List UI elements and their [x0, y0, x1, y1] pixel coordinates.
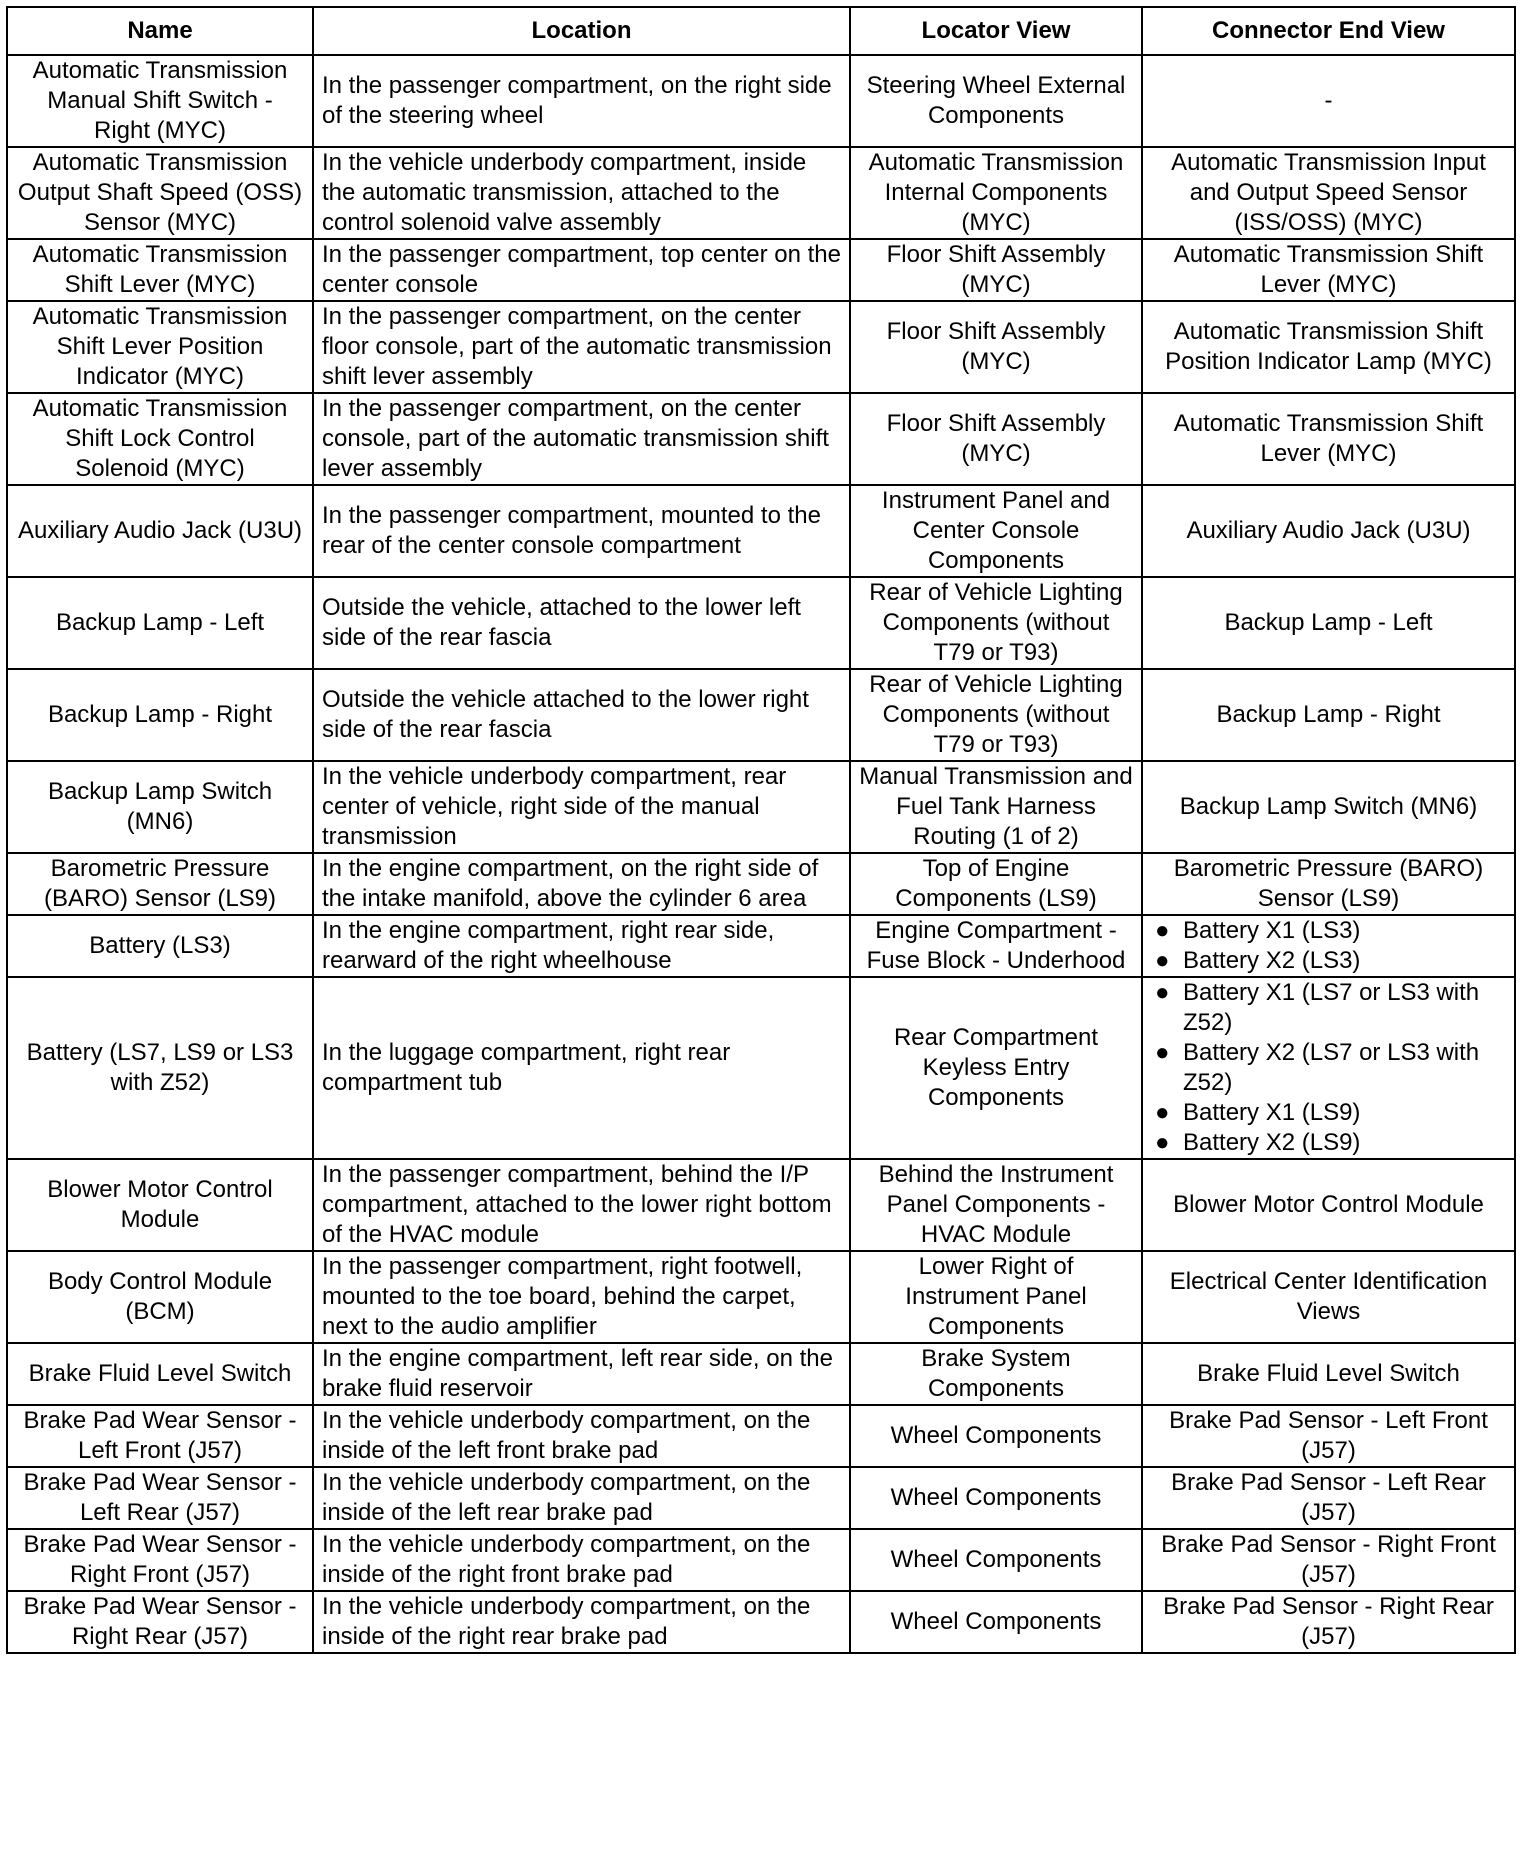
name-cell: Blower Motor Control Module — [7, 1159, 313, 1251]
table-row — [7, 1343, 1515, 1405]
location-cell: In the passenger compartment, right footwell, mounted to the toe board, behind the carpet, next to the audio amplifier — [313, 1251, 850, 1343]
connector-end-view-cell: - — [1142, 55, 1515, 147]
locator-view-cell: Wheel Components — [850, 1591, 1142, 1653]
location-cell: Outside the vehicle attached to the lower right side of the rear fascia — [313, 669, 850, 761]
table-row — [7, 977, 1515, 1159]
location-cell: In the passenger compartment, mounted to the rear of the center console compartment — [313, 485, 850, 577]
name-cell: Automatic Transmission Manual Shift Switch - Right (MYC) — [7, 55, 313, 147]
location-cell: In the vehicle underbody compartment, on the inside of the right front brake pad — [313, 1529, 850, 1591]
table-row — [7, 301, 1515, 393]
table-row — [7, 393, 1515, 485]
name-cell: Brake Pad Wear Sensor - Left Rear (J57) — [7, 1467, 313, 1529]
table-row — [7, 1159, 1515, 1251]
connector-list-item: ● Battery X1 (LS3) — [1151, 916, 1506, 946]
connector-end-view-cell: Electrical Center Identification Views — [1142, 1251, 1515, 1343]
name-cell: Barometric Pressure (BARO) Sensor (LS9) — [7, 853, 313, 915]
table-row — [7, 55, 1515, 147]
location-cell: In the passenger compartment, on the center console, part of the automatic transmission shift lever assembly — [313, 393, 850, 485]
connector-end-view-cell: Backup Lamp Switch (MN6) — [1142, 761, 1515, 853]
locator-view-cell: Manual Transmission and Fuel Tank Harness Routing (1 of 2) — [850, 761, 1142, 853]
table-row — [7, 1529, 1515, 1591]
connector-list — [1151, 916, 1506, 976]
header-name: Name — [7, 7, 313, 55]
table-row — [7, 1467, 1515, 1529]
locator-view-cell: Rear of Vehicle Lighting Components (without T79 or T93) — [850, 577, 1142, 669]
connector-list-item: ● Battery X2 (LS9) — [1151, 1128, 1506, 1158]
connector-end-view-cell: Brake Pad Sensor - Left Rear (J57) — [1142, 1467, 1515, 1529]
location-cell: In the luggage compartment, right rear compartment tub — [313, 977, 850, 1159]
table-row — [7, 1251, 1515, 1343]
locator-view-cell: Automatic Transmission Internal Components (MYC) — [850, 147, 1142, 239]
header-location: Location — [313, 7, 850, 55]
locator-view-cell: Floor Shift Assembly (MYC) — [850, 239, 1142, 301]
connector-end-view-cell — [1142, 977, 1515, 1159]
connector-end-view-cell: Backup Lamp - Right — [1142, 669, 1515, 761]
table-row — [7, 761, 1515, 853]
table-row — [7, 147, 1515, 239]
connector-end-view-cell: Automatic Transmission Shift Position Indicator Lamp (MYC) — [1142, 301, 1515, 393]
locator-view-cell: Behind the Instrument Panel Components - HVAC Module — [850, 1159, 1142, 1251]
table-body — [7, 55, 1515, 1653]
locator-view-cell: Rear of Vehicle Lighting Components (without T79 or T93) — [850, 669, 1142, 761]
locator-view-cell: Instrument Panel and Center Console Components — [850, 485, 1142, 577]
location-cell: In the passenger compartment, behind the I/P compartment, attached to the lower right bottom of the HVAC module — [313, 1159, 850, 1251]
name-cell: Battery (LS7, LS9 or LS3 with Z52) — [7, 977, 313, 1159]
table-row — [7, 1591, 1515, 1653]
name-cell: Battery (LS3) — [7, 915, 313, 977]
connector-end-view-cell: Brake Pad Sensor - Right Front (J57) — [1142, 1529, 1515, 1591]
connector-end-view-cell: Automatic Transmission Shift Lever (MYC) — [1142, 393, 1515, 485]
name-cell: Brake Pad Wear Sensor - Right Front (J57) — [7, 1529, 313, 1591]
location-cell: In the engine compartment, left rear side, on the brake fluid reservoir — [313, 1343, 850, 1405]
locator-view-cell: Floor Shift Assembly (MYC) — [850, 393, 1142, 485]
locator-view-cell: Wheel Components — [850, 1405, 1142, 1467]
name-cell: Brake Pad Wear Sensor - Right Rear (J57) — [7, 1591, 313, 1653]
location-cell: In the engine compartment, on the right side of the intake manifold, above the cylinder 6 area — [313, 853, 850, 915]
name-cell: Automatic Transmission Shift Lever (MYC) — [7, 239, 313, 301]
connector-end-view-cell: Auxiliary Audio Jack (U3U) — [1142, 485, 1515, 577]
connector-list-item: ● Battery X2 (LS7 or LS3 with Z52) — [1151, 1038, 1506, 1098]
locator-view-cell: Top of Engine Components (LS9) — [850, 853, 1142, 915]
location-cell: In the passenger compartment, on the center floor console, part of the automatic transmission shift lever assembly — [313, 301, 850, 393]
location-cell: In the vehicle underbody compartment, rear center of vehicle, right side of the manual transmission — [313, 761, 850, 853]
name-cell: Backup Lamp Switch (MN6) — [7, 761, 313, 853]
connector-end-view-cell: Blower Motor Control Module — [1142, 1159, 1515, 1251]
table-row — [7, 239, 1515, 301]
table-row — [7, 853, 1515, 915]
location-cell: In the engine compartment, right rear side, rearward of the right wheelhouse — [313, 915, 850, 977]
name-cell: Brake Pad Wear Sensor - Left Front (J57) — [7, 1405, 313, 1467]
header-row — [7, 7, 1515, 55]
locator-view-cell: Engine Compartment - Fuse Block - Underhood — [850, 915, 1142, 977]
name-cell: Automatic Transmission Shift Lock Control Solenoid (MYC) — [7, 393, 313, 485]
locator-view-cell: Floor Shift Assembly (MYC) — [850, 301, 1142, 393]
name-cell: Automatic Transmission Output Shaft Speed (OSS) Sensor (MYC) — [7, 147, 313, 239]
header-connector-end-view: Connector End View — [1142, 7, 1515, 55]
table-row — [7, 669, 1515, 761]
location-cell: In the vehicle underbody compartment, on the inside of the left rear brake pad — [313, 1467, 850, 1529]
connector-end-view-cell: Barometric Pressure (BARO) Sensor (LS9) — [1142, 853, 1515, 915]
connector-end-view-cell: Automatic Transmission Input and Output Speed Sensor (ISS/OSS) (MYC) — [1142, 147, 1515, 239]
location-cell: In the vehicle underbody compartment, on the inside of the left front brake pad — [313, 1405, 850, 1467]
locator-view-cell: Lower Right of Instrument Panel Components — [850, 1251, 1142, 1343]
location-cell: In the passenger compartment, on the right side of the steering wheel — [313, 55, 850, 147]
name-cell: Automatic Transmission Shift Lever Position Indicator (MYC) — [7, 301, 313, 393]
location-cell: Outside the vehicle, attached to the lower left side of the rear fascia — [313, 577, 850, 669]
locator-view-cell: Steering Wheel External Components — [850, 55, 1142, 147]
connector-end-view-cell: Backup Lamp - Left — [1142, 577, 1515, 669]
location-cell: In the vehicle underbody compartment, inside the automatic transmission, attached to the control solenoid valve assembly — [313, 147, 850, 239]
name-cell: Backup Lamp - Right — [7, 669, 313, 761]
name-cell: Auxiliary Audio Jack (U3U) — [7, 485, 313, 577]
connector-list-item: ● Battery X1 (LS7 or LS3 with Z52) — [1151, 978, 1506, 1038]
name-cell: Brake Fluid Level Switch — [7, 1343, 313, 1405]
connector-end-view-cell — [1142, 915, 1515, 977]
table-row — [7, 1405, 1515, 1467]
connector-end-view-cell: Automatic Transmission Shift Lever (MYC) — [1142, 239, 1515, 301]
table-row — [7, 577, 1515, 669]
connector-end-view-cell: Brake Fluid Level Switch — [1142, 1343, 1515, 1405]
connector-list-item: ● Battery X2 (LS3) — [1151, 946, 1506, 976]
connector-list-item: ● Battery X1 (LS9) — [1151, 1098, 1506, 1128]
name-cell: Body Control Module (BCM) — [7, 1251, 313, 1343]
component-locator-table — [6, 6, 1516, 1654]
connector-end-view-cell: Brake Pad Sensor - Right Rear (J57) — [1142, 1591, 1515, 1653]
locator-view-cell: Brake System Components — [850, 1343, 1142, 1405]
header-locator-view: Locator View — [850, 7, 1142, 55]
locator-view-cell: Rear Compartment Keyless Entry Components — [850, 977, 1142, 1159]
location-cell: In the vehicle underbody compartment, on the inside of the right rear brake pad — [313, 1591, 850, 1653]
locator-view-cell: Wheel Components — [850, 1467, 1142, 1529]
table-row — [7, 915, 1515, 977]
location-cell: In the passenger compartment, top center on the center console — [313, 239, 850, 301]
connector-list — [1151, 978, 1506, 1158]
connector-end-view-cell: Brake Pad Sensor - Left Front (J57) — [1142, 1405, 1515, 1467]
locator-view-cell: Wheel Components — [850, 1529, 1142, 1591]
table-row — [7, 485, 1515, 577]
name-cell: Backup Lamp - Left — [7, 577, 313, 669]
